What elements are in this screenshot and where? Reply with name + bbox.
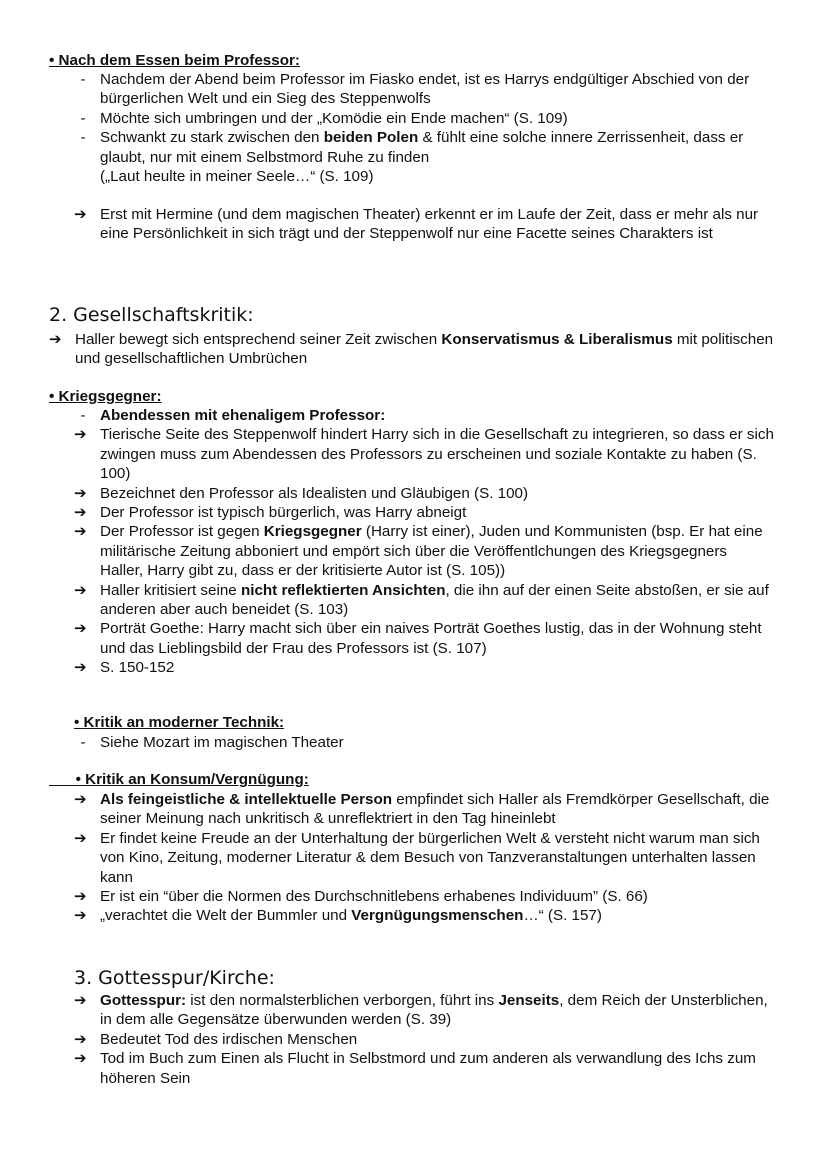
list-item: - Schwankt zu stark zwischen den beiden Polen & fühlt eine solche innere Zerrissenheit, dass er glaubt, nur mit einem Selbstmord Ruhe zu finden („Laut heulte in meiner Seele…“ (S. 109) <box>74 128 774 186</box>
dash-bullet: - <box>80 129 86 147</box>
list-konsum <box>74 790 774 926</box>
list-item: ➔ Tierische Seite des Steppenwolf hindert Harry sich in die Gesellschaft zu integrieren, so dass er sich zwingen muss zum Abendessen des Professors zu erscheinen und soziale Kontakte zu haben (S. 100) <box>74 426 774 483</box>
section-heading-technik: • Kritik an moderner Technik: <box>74 714 285 731</box>
section-heading-essen: • Nach dem Essen beim Professor: <box>49 52 300 69</box>
list-item: ➔ Er ist ein “über die Normen des Durchschnitlebens erhabenes Individuum” (S. 66) <box>74 888 648 906</box>
right-arrow-icon: ➔ <box>74 1030 87 1048</box>
right-arrow-icon: ➔ <box>74 888 87 906</box>
list-gottesspur <box>74 991 774 1088</box>
right-arrow-icon: ➔ <box>74 1050 87 1068</box>
list-item: ➔ S. 150-152 <box>74 659 175 677</box>
list-item: ➔ Der Professor ist gegen Kriegsgegner (Harry ist einer), Juden und Kommunisten (bsp. Er hat eine militärische Zeitung abboniert und empört sich über die Veröffentlchungen des Kriegsgegners Haller, Harry gibt zu, dass er der kritisierte Autor ist (S. 105)) <box>74 523 763 580</box>
right-arrow-icon: ➔ <box>74 581 87 599</box>
list-item: ➔ Er findet keine Freude an der Unterhaltung der bürgerlichen Welt & versteht nicht warum man sich von Kino, Zeitung, moderner Literatur & dem Besuch von Tanzveranstaltungen unterhalten lassen kann <box>74 829 760 886</box>
right-arrow-icon: ➔ <box>74 620 87 638</box>
section-title-gottesspur: 3. Gottesspur/Kirche: <box>74 967 275 989</box>
dash-bullet: - <box>80 407 86 424</box>
right-arrow-icon: ➔ <box>74 791 87 808</box>
right-arrow-icon: ➔ <box>74 829 87 847</box>
list-item: ➔ Bedeutet Tod des irdischen Menschen <box>74 1030 358 1048</box>
dash-list-essen <box>74 70 774 186</box>
right-arrow-icon: ➔ <box>74 907 87 925</box>
right-arrow-icon: ➔ <box>74 426 87 444</box>
list-item: ➔ Gottesspur: ist den normalsterblichen verborgen, führt ins Jenseits, dem Reich der Unsterblichen, in dem alle Gegensätze überwunden werden (S. 39) <box>74 992 768 1029</box>
right-arrow-icon: ➔ <box>49 331 62 348</box>
section-heading-kriegsgegner: • Kriegsgegner: <box>49 388 162 405</box>
right-arrow-icon: ➔ <box>74 659 87 677</box>
right-arrow-icon: ➔ <box>74 484 87 502</box>
list-item: ➔ Der Professor ist typisch bürgerlich, was Harry abneigt <box>74 504 467 522</box>
list-item: - Möchte sich umbringen und der „Komödie ein Ende machen“ (S. 109) <box>74 109 774 128</box>
list-item: - Abendessen mit ehenaligem Professor: <box>74 406 774 425</box>
list-item: ➔ Als feingeistliche & intellektuelle Person empfindet sich Haller als Fremdkörper Gesellschaft, die seiner Meinung nach unkritisch & unreflektriert in den Tag hineinlebt <box>74 791 770 828</box>
list-technik <box>74 733 774 752</box>
right-arrow-icon: ➔ <box>74 992 87 1009</box>
conclusion-essen: ➔ Erst mit Hermine (und dem magischen Theater) erkennt er im Laufe der Zeit, dass er mehr als nur eine Persönlichkeit in sich trägt und der Steppenwolf nur eine Facette seines Charakters ist <box>74 206 759 243</box>
list-item: - Nachdem der Abend beim Professor im Fiasko endet, ist es Harrys endgültiger Abschied von der bürgerlichen Welt und ein Sieg des Steppenwolfs <box>74 70 774 109</box>
list-item: ➔ Porträt Goethe: Harry macht sich über ein naives Porträt Goethes lustig, das in der Wohnung steht und das Lieblingsbild der Frau des Professors ist (S. 107) <box>74 620 762 657</box>
dash-bullet: - <box>80 734 86 751</box>
list-item: ➔ Haller kritisiert seine nicht reflektierten Ansichten, die ihn auf der einen Seite abstoßen, er sie auf anderen aber auch beneidet (S. 103) <box>74 581 769 619</box>
right-arrow-icon: ➔ <box>74 504 87 522</box>
dash-bullet: - <box>80 109 86 127</box>
dash-bullet: - <box>80 71 86 88</box>
right-arrow-icon: ➔ <box>74 206 87 223</box>
list-item: - Siehe Mozart im magischen Theater <box>74 733 774 752</box>
section-title-gesellschaftskritik: 2. Gesellschaftskritik: <box>49 304 254 326</box>
intro-gesellschaftskritik: ➔ Haller bewegt sich entsprechend seiner Zeit zwischen Konservatismus & Liberalismus mit politischen und gesellschaftlichen Umbrüchen <box>49 331 774 368</box>
list-kriegsgegner <box>74 406 774 678</box>
list-item: ➔ Bezeichnet den Professor als Idealisten und Gläubigen (S. 100) <box>74 484 529 502</box>
right-arrow-icon: ➔ <box>74 523 87 541</box>
list-item: ➔ Tod im Buch zum Einen als Flucht in Selbstmord und zum anderen als verwandlung des Ichs zum höheren Sein <box>74 1050 756 1087</box>
list-item: ➔ „verachtet die Welt der Bummler und Vergnügungsmenschen…“ (S. 157) <box>74 907 602 925</box>
section-heading-konsum: • Kritik an Konsum/Vergnügung: <box>75 771 309 788</box>
